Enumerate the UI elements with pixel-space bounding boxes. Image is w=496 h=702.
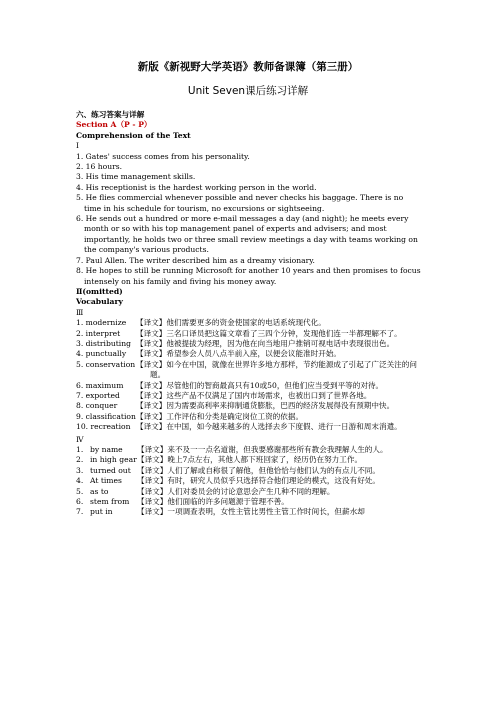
phrase-translation: 【译文】有时，研究人员似乎只选择符合他们理论的模式，这没有好处。: [137, 476, 380, 486]
phrase-number: 5.: [76, 486, 84, 496]
phrase-translation: 【译文】人们对委员会的讨论意思会产生几种不同的理解。: [137, 486, 335, 496]
vocab-row: [76, 422, 422, 432]
part-2-heading: Ⅱ(omitted): [76, 286, 123, 296]
phrase-row: [76, 466, 422, 476]
section-heading: 六、练习答案与详解: [76, 110, 145, 119]
page-subtitle: Unit Seven课后练习详解: [187, 85, 309, 97]
vocab-translation: 【译文】希望参会人员八点半前入座，以便会议能准时开始。: [136, 349, 342, 359]
vocab-translation: 【译文】尽管他们的智商最高只有10或50，但他们应当受到平等的对待。: [136, 380, 384, 390]
vocab-translation: 【译文】他被提拔为经理，因为他在向当地用户推销可视电话中表现很出色。: [136, 338, 395, 348]
vocab-term: 1. modernize: [76, 318, 127, 328]
phrase-term: At times: [90, 476, 122, 486]
section-a-heading: Section A（P - P）: [76, 120, 152, 130]
phrase-row: [76, 487, 422, 497]
vocab-row: [76, 401, 422, 411]
vocab-translation: 【译文】因为需要高利率来抑制通货膨胀，巴西的经济发展得没有预期中快。: [136, 401, 395, 411]
vocab-translation: 【译文】在中国，如今越来越多的人选择去乡下度假、进行一日游和周末消遣。: [136, 422, 402, 432]
vocab-row: [76, 381, 422, 391]
vocab-translation: 【译文】这些产品不仅满足了国内市场需求，也被出口到了世界各地。: [136, 390, 372, 400]
vocab-translation: 【译文】如今在中国，就像在世界许多地方那样，节约能源成了引起了广泛关注的问题。: [136, 359, 417, 380]
vocabulary-list: [76, 318, 422, 432]
vocab-term: 5. conservation: [76, 359, 136, 369]
list-item: 8. He hopes to still be running Microsoft for another 10 years and then promises to focus intensely on his family and fiving his money away.: [76, 266, 421, 286]
list-item: 5. He flies commercial whenever possible and never checks his baggage. There is no time in his schedule for tourism, no excursions or sightseeing.: [76, 193, 404, 213]
comprehension-list: [76, 152, 422, 287]
phrase-term: by name: [90, 445, 123, 454]
vocab-term: 7. exported: [76, 390, 120, 400]
phrase-row: [76, 455, 422, 465]
phrase-number: 7.: [76, 507, 84, 517]
phrase-row: [76, 445, 422, 455]
phrase-term: put in: [90, 507, 113, 517]
phrase-row: [76, 476, 422, 486]
vocab-row: [76, 339, 422, 349]
vocab-translation: 【译文】工作评估和分类是确定岗位工资的依据。: [136, 411, 304, 421]
phrase-number: 3.: [76, 465, 84, 475]
vocab-term: 10. recreation: [76, 422, 131, 432]
vocab-row: [76, 318, 422, 328]
vocabulary-heading: Vocabulary: [76, 297, 123, 307]
vocab-term: 4. punctually: [76, 349, 127, 359]
page-title: 新版《新视野大学英语》教师备课簿（第三册）: [137, 61, 359, 73]
vocab-row: [76, 391, 422, 401]
phrase-row: [76, 507, 422, 517]
phrase-list: [76, 445, 422, 518]
document-body: [76, 110, 422, 518]
phrase-row: [76, 497, 422, 507]
part-1-numeral: Ⅰ: [76, 141, 79, 151]
phrase-translation: 【译文】来不及一一点名道谢，但我要感谢那些所有教会我理解人生的人。: [137, 445, 388, 454]
list-item: 2. 16 hours.: [76, 162, 123, 172]
list-item: 1. Gates' success comes from his personality.: [76, 151, 250, 161]
phrase-translation: 【译文】他们面临的许多问题源于管理不善。: [137, 497, 289, 507]
phrase-term: as to: [90, 486, 109, 496]
vocab-translation: 【译文】他们需要更多的资金使国家的电话系统现代化。: [136, 318, 326, 328]
vocab-term: 3. distributing: [76, 338, 131, 348]
part-4-numeral: Ⅳ: [76, 434, 84, 444]
vocab-row: [76, 360, 422, 381]
phrase-term: turned out: [90, 465, 131, 475]
phrase-term: stem from: [90, 497, 130, 507]
phrase-term: in high gear: [90, 455, 137, 465]
list-item: 7. Paul Allen. The writer described him as a dreamy visionary.: [76, 255, 315, 265]
phrase-number: 6.: [76, 497, 84, 507]
phrase-number: 4.: [76, 476, 84, 486]
phrase-translation: 【译文】一项调查表明，女性主管比男性主管工作时间长，但薪水却: [137, 507, 365, 517]
part-3-numeral: Ⅲ: [76, 307, 84, 317]
list-item: 6. He sends out a hundred or more e-mail messages a day (and night); he meets every month or so with his top management panel of experts and advisers; and most importantly, he holds two or three small review meetings a day with teams working on the company's various products.: [76, 214, 418, 255]
phrase-number: 2.: [76, 455, 84, 465]
vocab-term: 2. interpret: [76, 328, 121, 338]
vocab-term: 9. classification: [76, 411, 136, 421]
vocab-row: [76, 412, 422, 422]
phrase-number: 1.: [76, 445, 84, 454]
vocab-row: [76, 329, 422, 339]
phrase-translation: 【译文】晚上7点左右，其他人都下班回家了，经历仍在努力工作。: [137, 455, 363, 465]
vocab-row: [76, 349, 422, 359]
vocab-translation: 【译文】三名口译员把这篇文章看了三四个分钟，发现他们连一半都理解不了。: [136, 328, 402, 338]
comprehension-heading: Comprehension of the Text: [76, 130, 191, 140]
vocab-term: 6. maximum: [76, 380, 124, 390]
vocab-term: 8. conquer: [76, 401, 118, 411]
list-item: 3. His time management skills.: [76, 172, 196, 182]
phrase-translation: 【译文】人们了解或自称很了解他，但他恰恰与他们认为的有点儿不同。: [137, 465, 380, 475]
list-item: 4. His receptionist is the hardest working person in the world.: [76, 182, 317, 192]
